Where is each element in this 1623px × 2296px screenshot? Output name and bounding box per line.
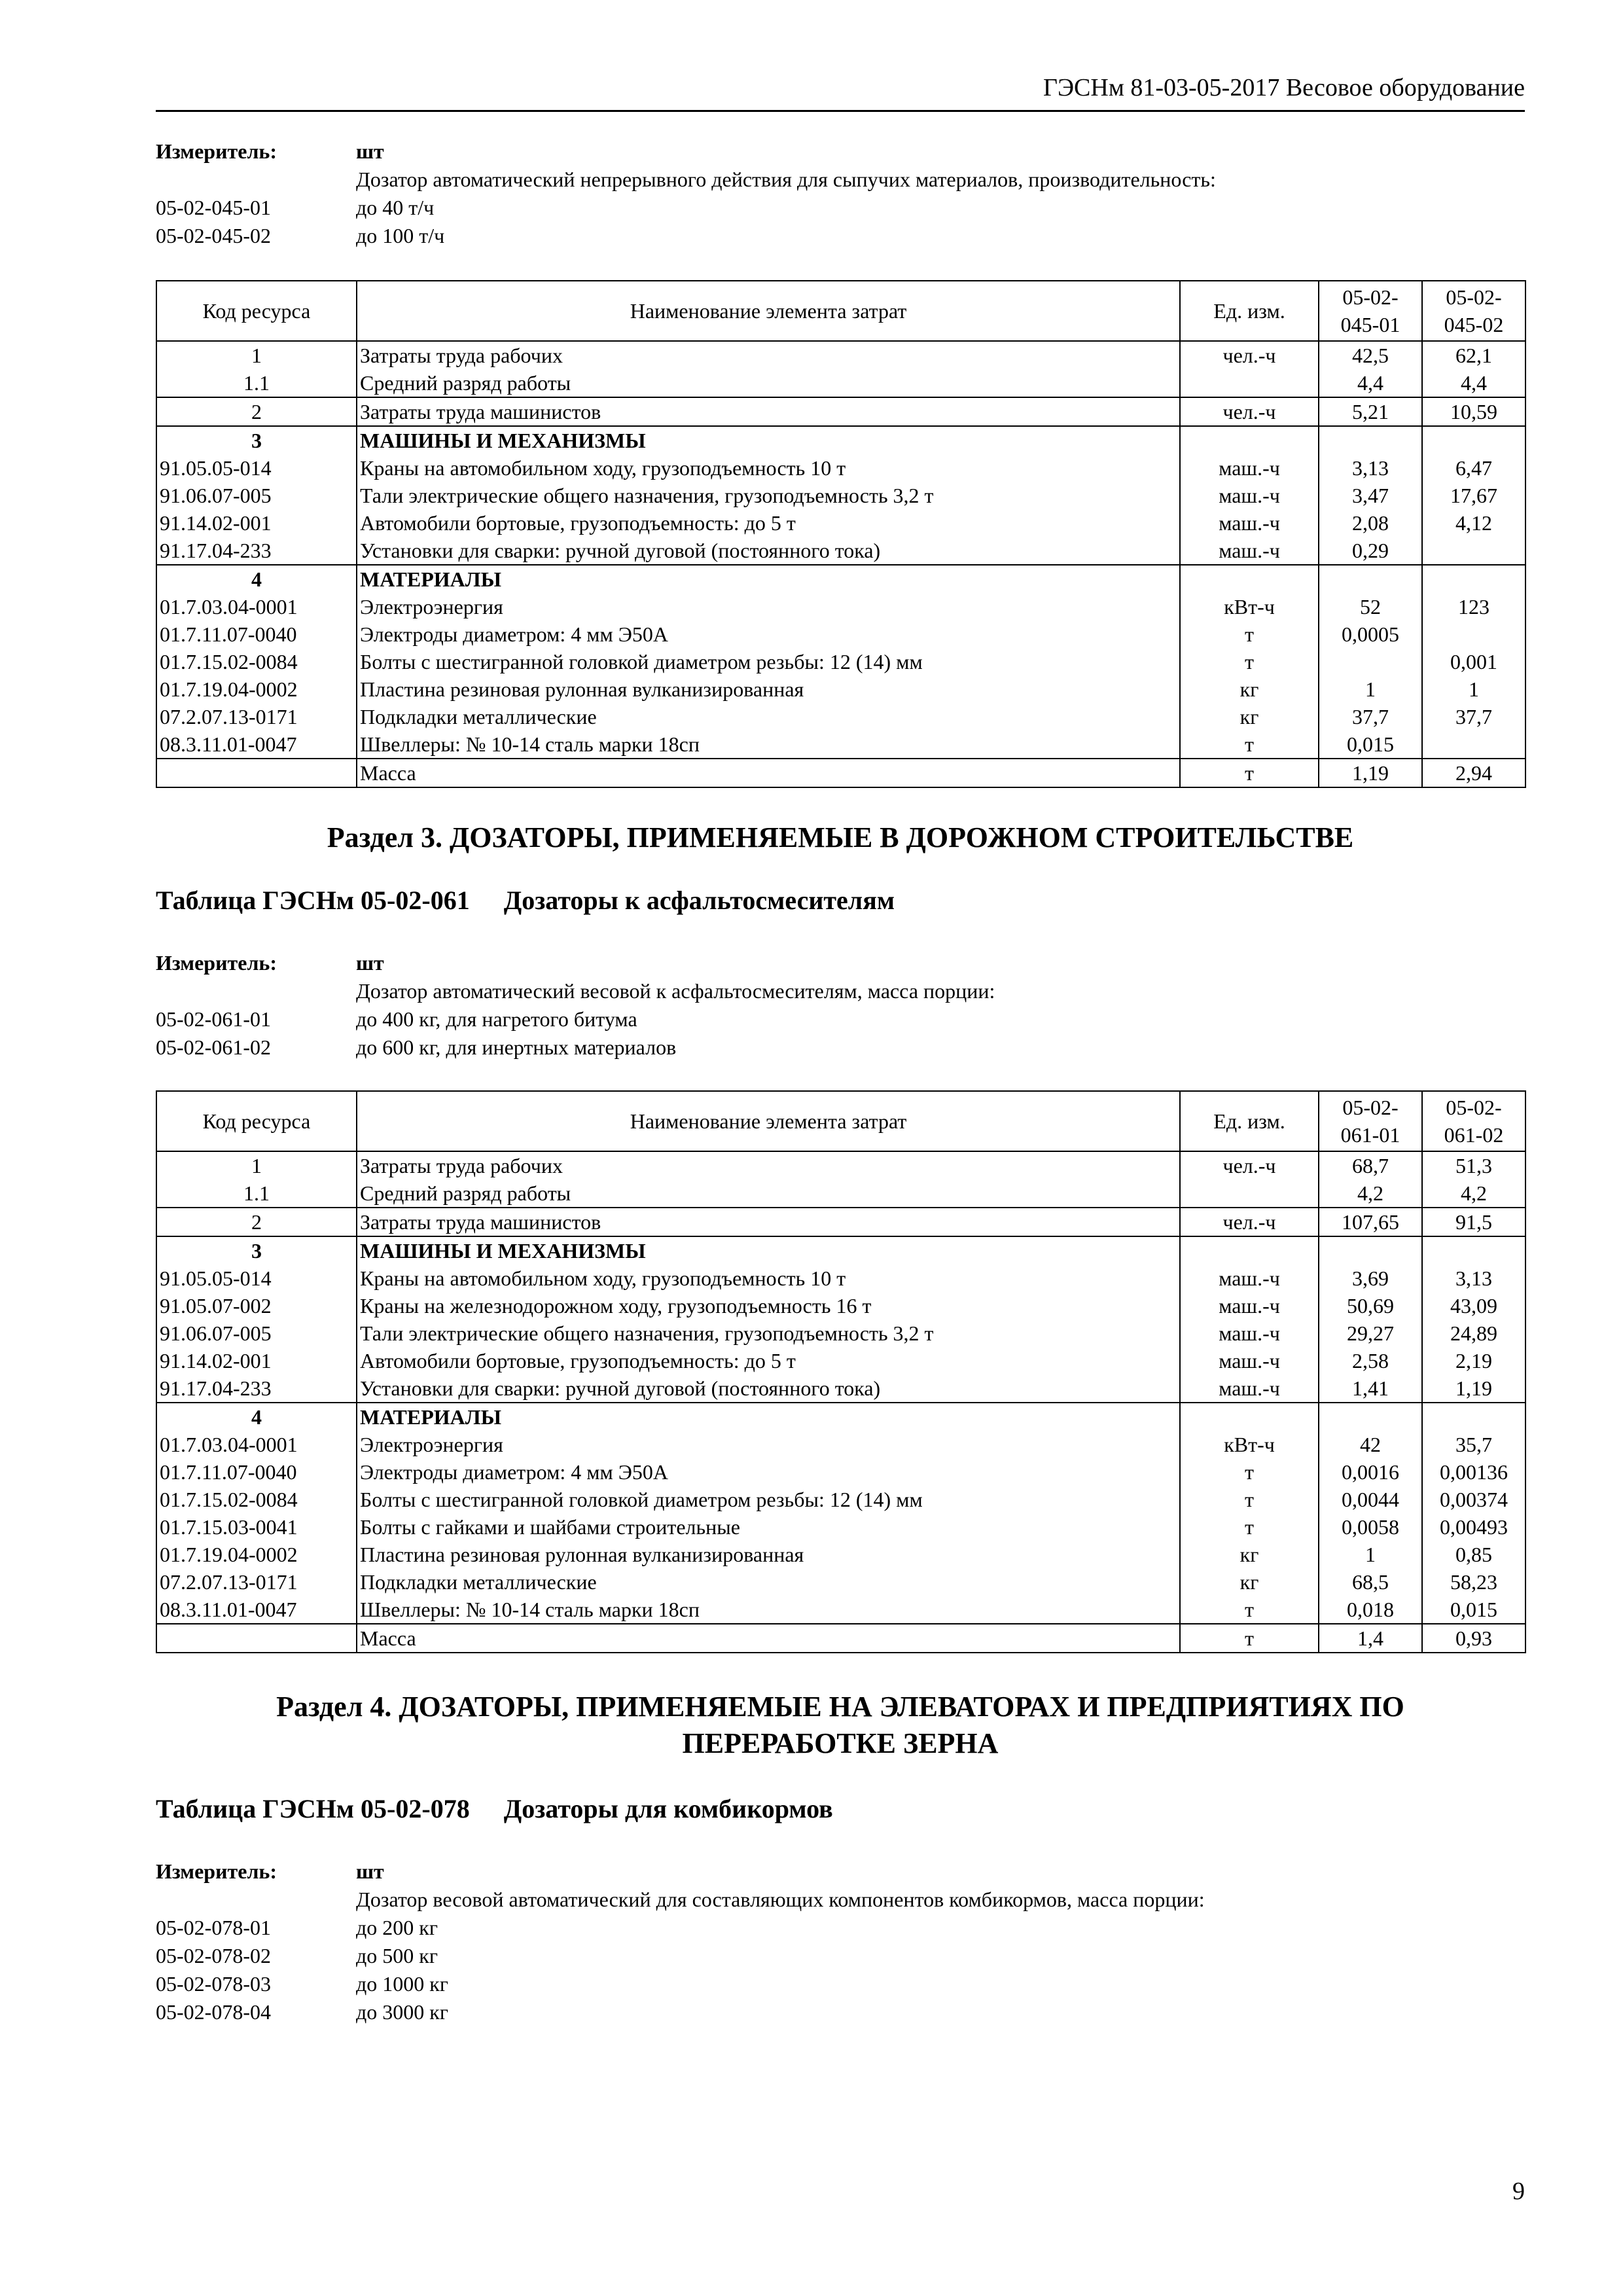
table-row bbox=[156, 426, 1525, 454]
norm-code: 05-02-061-01 bbox=[156, 1007, 271, 1031]
resource-name: МАТЕРИАЛЫ bbox=[357, 1403, 1180, 1431]
resource-unit: т bbox=[1180, 1458, 1319, 1486]
resource-unit: маш.-ч bbox=[1180, 537, 1319, 565]
resource-unit: чел.-ч bbox=[1180, 397, 1319, 426]
norm-value-1 bbox=[1319, 565, 1422, 593]
measure-label: Измеритель: bbox=[156, 1859, 277, 1883]
table-row bbox=[156, 1292, 1525, 1319]
table-row bbox=[156, 1624, 1525, 1653]
description-row bbox=[156, 977, 1525, 1005]
measure-block-045 bbox=[156, 137, 1525, 250]
norm-value-1 bbox=[1319, 1403, 1422, 1431]
norm-item bbox=[156, 1970, 1525, 1998]
col-norm-1-header: 05-02- 045-01 bbox=[1319, 281, 1422, 341]
table-row bbox=[156, 1596, 1525, 1624]
norm-text: до 400 кг, для нагретого битума bbox=[356, 1007, 637, 1031]
norm-value-1: 52 bbox=[1319, 593, 1422, 620]
norm-value-1: 1,4 bbox=[1319, 1624, 1422, 1653]
norm-value-2: 0,93 bbox=[1422, 1624, 1525, 1653]
norm-value-2: 35,7 bbox=[1422, 1431, 1525, 1458]
resource-unit: чел.-ч bbox=[1180, 1208, 1319, 1236]
col-code-header: Код ресурса bbox=[156, 281, 357, 341]
table-row bbox=[156, 1431, 1525, 1458]
table-row bbox=[156, 730, 1525, 759]
norm-code: 05-02-078-02 bbox=[156, 1944, 271, 1967]
resource-name: Затраты труда машинистов bbox=[357, 1208, 1180, 1236]
resource-name: Болты с шестигранной головкой диаметром резьбы: 12 (14) мм bbox=[357, 648, 1180, 675]
resource-unit: кг bbox=[1180, 1541, 1319, 1568]
norm-value-2: 17,67 bbox=[1422, 482, 1525, 509]
description-row bbox=[156, 1886, 1525, 1914]
resource-unit: маш.-ч bbox=[1180, 1265, 1319, 1292]
norm-value-2 bbox=[1422, 620, 1525, 648]
norm-value-2 bbox=[1422, 537, 1525, 565]
header-title: ГЭСНм 81-03-05-2017 Весовое оборудование bbox=[1043, 74, 1525, 101]
norm-value-2: 10,59 bbox=[1422, 397, 1525, 426]
norm-text: до 1000 кг bbox=[356, 1972, 448, 1996]
norm-value-1: 1 bbox=[1319, 1541, 1422, 1568]
table-row bbox=[156, 454, 1525, 482]
norm-item bbox=[156, 1942, 1525, 1970]
table-code: Таблица ГЭСНм 05-02-061 bbox=[156, 886, 470, 915]
resource-code: 01.7.19.04-0002 bbox=[156, 675, 357, 703]
norm-value-1: 42 bbox=[1319, 1431, 1422, 1458]
norm-value-2 bbox=[1422, 1236, 1525, 1265]
resource-name: Установки для сварки: ручной дуговой (постоянного тока) bbox=[357, 537, 1180, 565]
norm-value-1: 0,0058 bbox=[1319, 1513, 1422, 1541]
resource-code: 2 bbox=[156, 1208, 357, 1236]
measure-row bbox=[156, 137, 1525, 166]
norm-value-2: 24,89 bbox=[1422, 1319, 1525, 1347]
norm-text: до 600 кг, для инертных материалов bbox=[356, 1035, 677, 1059]
resource-name: Электроэнергия bbox=[357, 593, 1180, 620]
table-row bbox=[156, 1265, 1525, 1292]
norm-value-1: 4,4 bbox=[1319, 369, 1422, 397]
norm-text: до 200 кг bbox=[356, 1916, 438, 1939]
norm-value-1: 0,0016 bbox=[1319, 1458, 1422, 1486]
norm-value-1: 1,41 bbox=[1319, 1374, 1422, 1403]
measure-unit: шт bbox=[356, 1859, 384, 1883]
norm-value-1: 107,65 bbox=[1319, 1208, 1422, 1236]
norm-value-2: 0,00374 bbox=[1422, 1486, 1525, 1513]
table-row bbox=[156, 341, 1525, 369]
resource-code: 91.05.05-014 bbox=[156, 454, 357, 482]
resource-code bbox=[156, 759, 357, 787]
resource-name: Электроды диаметром: 4 мм Э50А bbox=[357, 1458, 1180, 1486]
norm-code: 05-02-078-03 bbox=[156, 1972, 271, 1996]
resource-table-061 bbox=[156, 1090, 1526, 1653]
measure-block-078 bbox=[156, 1857, 1525, 2026]
resource-unit: т bbox=[1180, 759, 1319, 787]
resource-code: 08.3.11.01-0047 bbox=[156, 1596, 357, 1624]
norm-text: до 100 т/ч bbox=[356, 224, 445, 247]
norm-item bbox=[156, 1914, 1525, 1942]
section-3-title: Раздел 3. ДОЗАТОРЫ, ПРИМЕНЯЕМЫЕ В ДОРОЖНОМ СТРОИТЕЛЬСТВЕ bbox=[327, 821, 1354, 853]
resource-name: Автомобили бортовые, грузоподъемность: до 5 т bbox=[357, 509, 1180, 537]
resource-unit bbox=[1180, 1179, 1319, 1208]
resource-unit bbox=[1180, 426, 1319, 454]
table-row bbox=[156, 759, 1525, 787]
resource-unit: маш.-ч bbox=[1180, 454, 1319, 482]
resource-code: 01.7.15.02-0084 bbox=[156, 1486, 357, 1513]
norm-value-1: 2,08 bbox=[1319, 509, 1422, 537]
resource-unit: маш.-ч bbox=[1180, 482, 1319, 509]
resource-code: 91.17.04-233 bbox=[156, 1374, 357, 1403]
resource-unit: кВт-ч bbox=[1180, 1431, 1319, 1458]
resource-unit: кг bbox=[1180, 703, 1319, 730]
resource-name: Подкладки металлические bbox=[357, 703, 1180, 730]
norm-value-2: 4,4 bbox=[1422, 369, 1525, 397]
table-row bbox=[156, 1151, 1525, 1179]
resource-code: 01.7.15.03-0041 bbox=[156, 1513, 357, 1541]
resource-code: 91.14.02-001 bbox=[156, 509, 357, 537]
resource-code: 1 bbox=[156, 341, 357, 369]
running-header bbox=[156, 73, 1525, 112]
measure-row bbox=[156, 949, 1525, 977]
resource-name: Затраты труда машинистов bbox=[357, 397, 1180, 426]
norm-value-2: 2,94 bbox=[1422, 759, 1525, 787]
col-code-header: Код ресурса bbox=[156, 1091, 357, 1151]
norm-value-2: 6,47 bbox=[1422, 454, 1525, 482]
resource-unit: кг bbox=[1180, 1568, 1319, 1596]
norm-value-2: 123 bbox=[1422, 593, 1525, 620]
norm-value-1: 0,018 bbox=[1319, 1596, 1422, 1624]
col-norm-1-header: 05-02- 061-01 bbox=[1319, 1091, 1422, 1151]
resource-unit: чел.-ч bbox=[1180, 341, 1319, 369]
norm-item bbox=[156, 1998, 1525, 2026]
norm-value-2: 51,3 bbox=[1422, 1151, 1525, 1179]
norm-text: до 500 кг bbox=[356, 1944, 438, 1967]
col-norm-2-header: 05-02- 061-02 bbox=[1422, 1091, 1525, 1151]
table-row bbox=[156, 537, 1525, 565]
resource-name: Болты с гайками и шайбами строительные bbox=[357, 1513, 1180, 1541]
norm-value-2: 0,00136 bbox=[1422, 1458, 1525, 1486]
table-row bbox=[156, 482, 1525, 509]
table-title-078 bbox=[156, 1793, 833, 1824]
table-row bbox=[156, 1541, 1525, 1568]
norm-value-2: 4,12 bbox=[1422, 509, 1525, 537]
norm-item bbox=[156, 1005, 1525, 1033]
norm-value-2 bbox=[1422, 426, 1525, 454]
description-text: Дозатор автоматический весовой к асфальтосмесителям, масса порции: bbox=[356, 979, 995, 1003]
norm-item bbox=[156, 1033, 1525, 1062]
table-row bbox=[156, 1513, 1525, 1541]
norm-value-2 bbox=[1422, 565, 1525, 593]
resource-name: Электроэнергия bbox=[357, 1431, 1180, 1458]
resource-name: Средний разряд работы bbox=[357, 1179, 1180, 1208]
resource-code: 91.06.07-005 bbox=[156, 482, 357, 509]
resource-unit bbox=[1180, 369, 1319, 397]
norm-value-2: 3,13 bbox=[1422, 1265, 1525, 1292]
norm-code: 05-02-045-01 bbox=[156, 196, 271, 219]
norm-value-1: 68,7 bbox=[1319, 1151, 1422, 1179]
resource-code: 91.14.02-001 bbox=[156, 1347, 357, 1374]
resource-name: Краны на автомобильном ходу, грузоподъемность 10 т bbox=[357, 454, 1180, 482]
norm-value-1: 3,13 bbox=[1319, 454, 1422, 482]
norm-value-1: 2,58 bbox=[1319, 1347, 1422, 1374]
resource-unit: т bbox=[1180, 620, 1319, 648]
resource-code: 01.7.03.04-0001 bbox=[156, 593, 357, 620]
table-row bbox=[156, 565, 1525, 593]
norm-value-1: 0,015 bbox=[1319, 730, 1422, 759]
norm-value-1: 0,0005 bbox=[1319, 620, 1422, 648]
resource-code: 91.17.04-233 bbox=[156, 537, 357, 565]
resource-unit: кВт-ч bbox=[1180, 593, 1319, 620]
norm-code: 05-02-061-02 bbox=[156, 1035, 271, 1059]
resource-name: Автомобили бортовые, грузоподъемность: до 5 т bbox=[357, 1347, 1180, 1374]
resource-name: Тали электрические общего назначения, грузоподъемность 3,2 т bbox=[357, 482, 1180, 509]
norm-code: 05-02-045-02 bbox=[156, 224, 271, 247]
resource-name: Электроды диаметром: 4 мм Э50А bbox=[357, 620, 1180, 648]
norm-code: 05-02-078-04 bbox=[156, 2000, 271, 2024]
resource-unit: т bbox=[1180, 1486, 1319, 1513]
norm-value-2: 91,5 bbox=[1422, 1208, 1525, 1236]
norm-value-1: 3,69 bbox=[1319, 1265, 1422, 1292]
norm-value-2: 58,23 bbox=[1422, 1568, 1525, 1596]
resource-unit: т bbox=[1180, 1596, 1319, 1624]
resource-code: 3 bbox=[156, 1236, 357, 1265]
table-row bbox=[156, 593, 1525, 620]
resource-code: 4 bbox=[156, 1403, 357, 1431]
resource-name: Швеллеры: № 10-14 сталь марки 18сп bbox=[357, 1596, 1180, 1624]
resource-unit bbox=[1180, 1236, 1319, 1265]
resource-unit: маш.-ч bbox=[1180, 1374, 1319, 1403]
table-row bbox=[156, 1179, 1525, 1208]
measure-block-061 bbox=[156, 949, 1525, 1062]
section-4-title: Раздел 4. ДОЗАТОРЫ, ПРИМЕНЯЕМЫЕ НА ЭЛЕВАТОРАХ И ПРЕДПРИЯТИЯХ ПО ПЕРЕРАБОТКЕ ЗЕРНА bbox=[276, 1691, 1404, 1759]
resource-unit: т bbox=[1180, 730, 1319, 759]
table-row bbox=[156, 648, 1525, 675]
resource-name: Подкладки металлические bbox=[357, 1568, 1180, 1596]
resource-code: 08.3.11.01-0047 bbox=[156, 730, 357, 759]
resource-name: Тали электрические общего назначения, грузоподъемность 3,2 т bbox=[357, 1319, 1180, 1347]
resource-code: 07.2.07.13-0171 bbox=[156, 1568, 357, 1596]
norm-value-1: 37,7 bbox=[1319, 703, 1422, 730]
resource-unit: маш.-ч bbox=[1180, 509, 1319, 537]
resource-code: 3 bbox=[156, 426, 357, 454]
resource-name: Масса bbox=[357, 759, 1180, 787]
resource-code: 01.7.11.07-0040 bbox=[156, 620, 357, 648]
description-text: Дозатор весовой автоматический для составляющих компонентов комбикормов, масса порции: bbox=[356, 1888, 1205, 1911]
norm-value-2: 1 bbox=[1422, 675, 1525, 703]
resource-unit: маш.-ч bbox=[1180, 1347, 1319, 1374]
table-row bbox=[156, 1568, 1525, 1596]
resource-name: Средний разряд работы bbox=[357, 369, 1180, 397]
resource-code bbox=[156, 1624, 357, 1653]
resource-code: 07.2.07.13-0171 bbox=[156, 703, 357, 730]
table-code: Таблица ГЭСНм 05-02-078 bbox=[156, 1794, 470, 1823]
table-row bbox=[156, 1458, 1525, 1486]
resource-name: Затраты труда рабочих bbox=[357, 1151, 1180, 1179]
norm-value-1: 3,47 bbox=[1319, 482, 1422, 509]
table-name: Дозаторы для комбикормов bbox=[503, 1794, 833, 1823]
resource-code: 01.7.03.04-0001 bbox=[156, 1431, 357, 1458]
norm-item bbox=[156, 222, 1525, 250]
resource-name: МАТЕРИАЛЫ bbox=[357, 565, 1180, 593]
resource-code: 01.7.19.04-0002 bbox=[156, 1541, 357, 1568]
resource-code: 1.1 bbox=[156, 1179, 357, 1208]
resource-name: Швеллеры: № 10-14 сталь марки 18сп bbox=[357, 730, 1180, 759]
page-number: 9 bbox=[1512, 2178, 1525, 2205]
norm-value-1: 29,27 bbox=[1319, 1319, 1422, 1347]
norm-value-1: 0,29 bbox=[1319, 537, 1422, 565]
resource-code: 01.7.11.07-0040 bbox=[156, 1458, 357, 1486]
resource-code: 1.1 bbox=[156, 369, 357, 397]
norm-code: 05-02-078-01 bbox=[156, 1916, 271, 1939]
resource-table-045 bbox=[156, 280, 1526, 788]
resource-code: 1 bbox=[156, 1151, 357, 1179]
resource-unit: т bbox=[1180, 648, 1319, 675]
table-row bbox=[156, 1403, 1525, 1431]
norm-value-2: 0,015 bbox=[1422, 1596, 1525, 1624]
norm-value-1: 1 bbox=[1319, 675, 1422, 703]
table-row bbox=[156, 703, 1525, 730]
norm-value-1 bbox=[1319, 648, 1422, 675]
resource-unit: т bbox=[1180, 1513, 1319, 1541]
resource-unit: т bbox=[1180, 1624, 1319, 1653]
table-row bbox=[156, 1208, 1525, 1236]
norm-text: до 3000 кг bbox=[356, 2000, 448, 2024]
norm-text: до 40 т/ч bbox=[356, 196, 435, 219]
resource-name: МАШИНЫ И МЕХАНИЗМЫ bbox=[357, 426, 1180, 454]
norm-value-2: 2,19 bbox=[1422, 1347, 1525, 1374]
col-name-header: Наименование элемента затрат bbox=[357, 1091, 1180, 1151]
col-name-header: Наименование элемента затрат bbox=[357, 281, 1180, 341]
resource-code: 91.06.07-005 bbox=[156, 1319, 357, 1347]
norm-item bbox=[156, 194, 1525, 222]
resource-unit: маш.-ч bbox=[1180, 1319, 1319, 1347]
norm-value-1: 4,2 bbox=[1319, 1179, 1422, 1208]
norm-value-2: 0,001 bbox=[1422, 648, 1525, 675]
resource-name: Краны на железнодорожном ходу, грузоподъемность 16 т bbox=[357, 1292, 1180, 1319]
table-row bbox=[156, 369, 1525, 397]
table-name: Дозаторы к асфальтосмесителям bbox=[503, 886, 895, 915]
table-row bbox=[156, 1486, 1525, 1513]
measure-unit: шт bbox=[356, 951, 384, 975]
table-row bbox=[156, 509, 1525, 537]
norm-value-1: 0,0044 bbox=[1319, 1486, 1422, 1513]
resource-code: 91.05.07-002 bbox=[156, 1292, 357, 1319]
norm-value-2: 1,19 bbox=[1422, 1374, 1525, 1403]
col-unit-header: Ед. изм. bbox=[1180, 281, 1319, 341]
table-row bbox=[156, 675, 1525, 703]
resource-code: 2 bbox=[156, 397, 357, 426]
resource-code: 01.7.15.02-0084 bbox=[156, 648, 357, 675]
norm-value-2: 43,09 bbox=[1422, 1292, 1525, 1319]
measure-row bbox=[156, 1857, 1525, 1886]
resource-unit: чел.-ч bbox=[1180, 1151, 1319, 1179]
resource-code: 4 bbox=[156, 565, 357, 593]
description-text: Дозатор автоматический непрерывного действия для сыпучих материалов, производительность: bbox=[356, 168, 1216, 191]
resource-code: 91.05.05-014 bbox=[156, 1265, 357, 1292]
description-row bbox=[156, 166, 1525, 194]
col-norm-2-header: 05-02- 045-02 bbox=[1422, 281, 1525, 341]
table-row bbox=[156, 620, 1525, 648]
table-row bbox=[156, 1319, 1525, 1347]
norm-value-2: 62,1 bbox=[1422, 341, 1525, 369]
norm-value-1: 5,21 bbox=[1319, 397, 1422, 426]
norm-value-2 bbox=[1422, 1403, 1525, 1431]
resource-unit: маш.-ч bbox=[1180, 1292, 1319, 1319]
col-unit-header: Ед. изм. bbox=[1180, 1091, 1319, 1151]
resource-unit bbox=[1180, 1403, 1319, 1431]
norm-value-1 bbox=[1319, 1236, 1422, 1265]
norm-value-1: 50,69 bbox=[1319, 1292, 1422, 1319]
norm-value-2 bbox=[1422, 730, 1525, 759]
measure-unit: шт bbox=[356, 139, 384, 163]
table-row bbox=[156, 1347, 1525, 1374]
resource-name: Затраты труда рабочих bbox=[357, 341, 1180, 369]
norm-value-1: 42,5 bbox=[1319, 341, 1422, 369]
table-row bbox=[156, 397, 1525, 426]
table-title-061 bbox=[156, 885, 895, 916]
resource-name: Болты с шестигранной головкой диаметром резьбы: 12 (14) мм bbox=[357, 1486, 1180, 1513]
resource-unit bbox=[1180, 565, 1319, 593]
resource-name: Масса bbox=[357, 1624, 1180, 1653]
resource-name: Установки для сварки: ручной дуговой (постоянного тока) bbox=[357, 1374, 1180, 1403]
norm-value-2: 37,7 bbox=[1422, 703, 1525, 730]
norm-value-1: 68,5 bbox=[1319, 1568, 1422, 1596]
resource-name: Пластина резиновая рулонная вулканизированная bbox=[357, 675, 1180, 703]
table-row bbox=[156, 1374, 1525, 1403]
resource-name: Краны на автомобильном ходу, грузоподъемность 10 т bbox=[357, 1265, 1180, 1292]
resource-unit: кг bbox=[1180, 675, 1319, 703]
table-row bbox=[156, 1236, 1525, 1265]
measure-label: Измеритель: bbox=[156, 139, 277, 163]
measure-label: Измеритель: bbox=[156, 951, 277, 975]
norm-value-1: 1,19 bbox=[1319, 759, 1422, 787]
norm-value-1 bbox=[1319, 426, 1422, 454]
norm-value-2: 0,00493 bbox=[1422, 1513, 1525, 1541]
resource-name: МАШИНЫ И МЕХАНИЗМЫ bbox=[357, 1236, 1180, 1265]
resource-name: Пластина резиновая рулонная вулканизированная bbox=[357, 1541, 1180, 1568]
norm-value-2: 4,2 bbox=[1422, 1179, 1525, 1208]
norm-value-2: 0,85 bbox=[1422, 1541, 1525, 1568]
